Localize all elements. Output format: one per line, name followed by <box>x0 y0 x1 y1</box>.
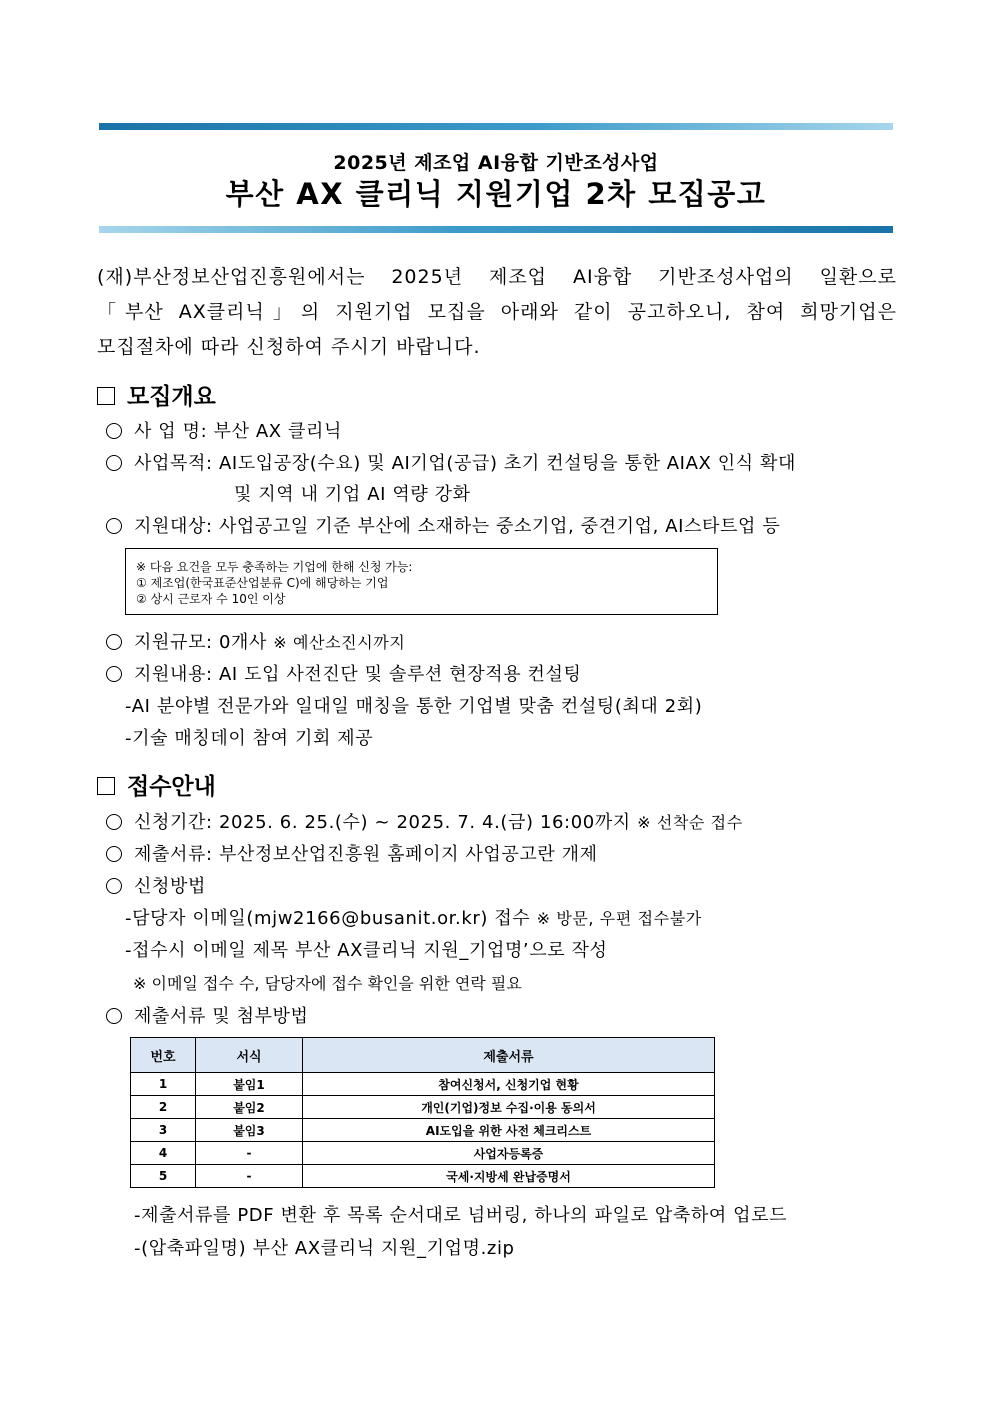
footer-line-2: -(압축파일명) 부산 AX클리닉 지원_기업명.zip <box>134 1238 515 1259</box>
cell-document: 개인(기업)정보 수집·이용 동의서 <box>303 1096 715 1119</box>
reception-attach <box>106 1002 309 1028</box>
purpose-line-2: 및 지역 내 기업 AI 역량 강화 <box>234 484 471 505</box>
table-row <box>131 1096 715 1119</box>
content-sub-2: -기술 매칭데이 참여 기회 제공 <box>125 728 374 749</box>
circle-bullet-icon <box>106 634 122 650</box>
method-sub-1 <box>125 904 702 930</box>
cell-number: 1 <box>131 1073 196 1096</box>
intro-line-3: 모집절차에 따라 신청하여 주시기 바랍니다. <box>97 336 481 358</box>
scale-text: 지원규모: 0개사 <box>134 632 267 653</box>
note-line-2: ① 제조업(한국표준산업분류 C)에 해당하는 기업 <box>136 576 389 590</box>
cell-document: AI도입을 위한 사전 체크리스트 <box>303 1119 715 1142</box>
intro-line-2: 「부산 AX클리닉」의 지원기업 모집을 아래와 같이 공고하오니, 참여 희망기업은 <box>97 301 897 323</box>
cell-form: - <box>196 1142 303 1165</box>
cell-document: 참여신청서, 신청기업 현황 <box>303 1073 715 1096</box>
cell-form: 붙임2 <box>196 1096 303 1119</box>
table-row <box>131 1165 715 1188</box>
col-document-header: 제출서류 <box>303 1038 715 1073</box>
cell-number: 4 <box>131 1142 196 1165</box>
content-text: 지원내용: AI 도입 사전진단 및 솔루션 현장적용 컨설팅 <box>134 664 582 685</box>
table-row <box>131 1142 715 1165</box>
documents-text: 제출서류: 부산정보산업진흥원 홈페이지 사업공고란 개제 <box>134 844 598 865</box>
content-sub-1: -AI 분야별 전문가와 일대일 매칭을 통한 기업별 맞춤 컨설팅(최대 2회) <box>125 696 703 717</box>
eligibility-note-box <box>125 548 718 615</box>
cell-number: 3 <box>131 1119 196 1142</box>
period-text: 신청기간: 2025. 6. 25.(수) ~ 2025. 7. 4.(금) 16:00까지 <box>134 812 631 833</box>
circle-bullet-icon <box>106 423 122 439</box>
cell-form: 붙임1 <box>196 1073 303 1096</box>
header-bottom-bar <box>99 226 893 233</box>
overview-purpose <box>106 449 897 475</box>
overview-target <box>106 512 780 538</box>
method-sub-2: -접수시 이메일 제목 부산 AX클리닉 지원_기업명’으로 작성 <box>125 940 608 961</box>
footer-line-1: -제출서류를 PDF 변환 후 목록 순서대로 넘버링, 하나의 파일로 압축하여 업로드 <box>134 1205 788 1226</box>
purpose-line-1: 사업목적: AI도입공장(수요) 및 AI기업(공급) 초기 컨설팅을 통한 AIAX 인식 확대 <box>134 453 797 474</box>
method-text: 신청방법 <box>134 876 206 897</box>
target-text: 지원대상: 사업공고일 기준 부산에 소재하는 중소기업, 중견기업, AI스타트업 등 <box>134 516 781 537</box>
scale-note: ※ 예산소진시까지 <box>273 633 406 652</box>
method-sub-1-note: ※ 방문, 우편 접수불가 <box>536 909 702 928</box>
method-sub-1-text: -담당자 이메일(mjw2166@busanit.or.kr) 접수 <box>125 908 531 929</box>
circle-bullet-icon <box>106 1008 122 1024</box>
table-header-row <box>131 1038 715 1073</box>
reception-method <box>106 872 206 898</box>
circle-bullet-icon <box>106 814 122 830</box>
reception-documents <box>106 840 598 866</box>
overview-scale <box>106 628 405 654</box>
note-line-1: ※ 다음 요건을 모두 충족하는 기업에 한해 신청 가능: <box>136 560 413 574</box>
method-email-note: ※ 이메일 접수 수, 담당자에 접수 확인을 위한 연락 필요 <box>133 974 522 993</box>
circle-bullet-icon <box>106 878 122 894</box>
page-title: 부산 AX 클리닉 지원기업 2차 모집공고 <box>225 177 767 211</box>
intro-line-1: (재)부산정보산업진흥원에서는 2025년 제조업 AI융합 기반조성사업의 일환으로 <box>97 266 897 288</box>
overview-business-name <box>106 417 342 443</box>
cell-document: 국세·지방세 완납증명서 <box>303 1165 715 1188</box>
circle-bullet-icon <box>106 846 122 862</box>
period-note: ※ 선착순 접수 <box>637 813 743 832</box>
col-number-header: 번호 <box>131 1038 196 1073</box>
cell-number: 5 <box>131 1165 196 1188</box>
reception-period <box>106 808 743 834</box>
cell-number: 2 <box>131 1096 196 1119</box>
cell-document: 사업자등록증 <box>303 1142 715 1165</box>
section-overview-heading <box>97 378 216 411</box>
header-top-bar <box>99 123 893 130</box>
overview-content <box>106 660 581 686</box>
documents-table <box>130 1037 715 1188</box>
note-line-3: ② 상시 근로자 수 10인 이상 <box>136 592 286 606</box>
table-row <box>131 1073 715 1096</box>
cell-form: 붙임3 <box>196 1119 303 1142</box>
circle-bullet-icon <box>106 666 122 682</box>
col-form-header: 서식 <box>196 1038 303 1073</box>
table-row <box>131 1119 715 1142</box>
page-subtitle: 2025년 제조업 AI융합 기반조성사업 <box>333 152 659 174</box>
section-reception-heading <box>97 768 216 801</box>
square-bullet-icon <box>97 777 115 795</box>
square-bullet-icon <box>97 387 115 405</box>
circle-bullet-icon <box>106 518 122 534</box>
business-name-text: 사 업 명: 부산 AX 클리닉 <box>134 421 343 442</box>
attach-text: 제출서류 및 첨부방법 <box>134 1006 309 1027</box>
section-overview-title: 모집개요 <box>127 384 216 410</box>
circle-bullet-icon <box>106 455 122 471</box>
section-reception-title: 접수안내 <box>127 774 216 800</box>
cell-form: - <box>196 1165 303 1188</box>
